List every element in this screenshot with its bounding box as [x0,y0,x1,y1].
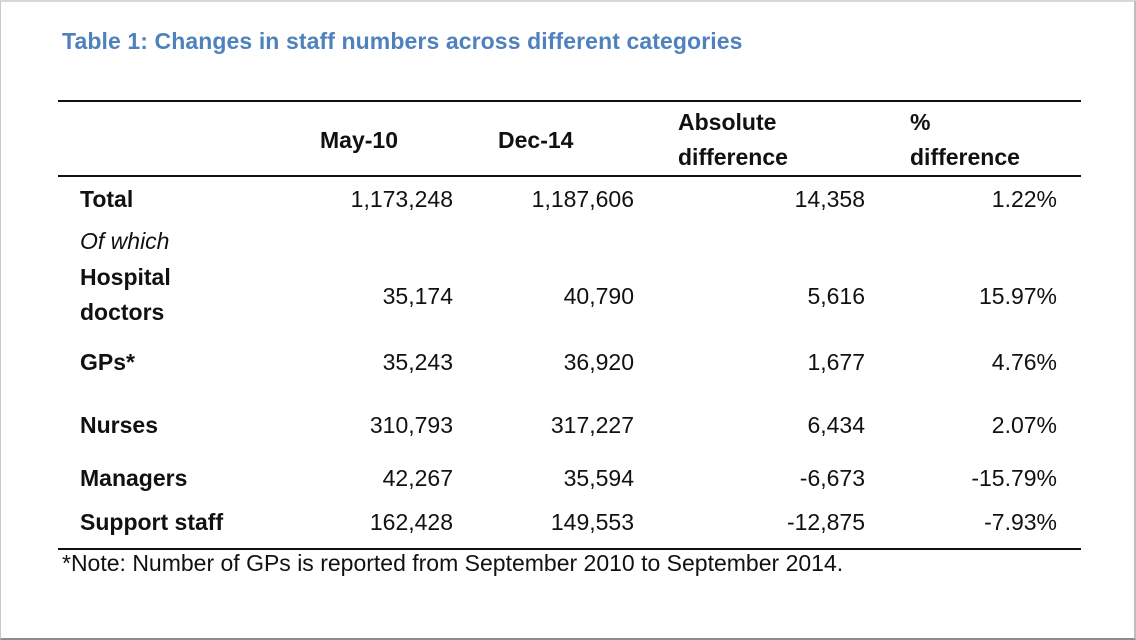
cell-support-dec14: 149,553 [550,509,634,535]
row-label-hospital-line1: Hospital [80,264,171,290]
table-footnote: *Note: Number of GPs is reported from September 2010 to September 2014. [62,550,844,576]
row-label-gps: GPs* [80,349,135,375]
cell-gps-may10: 35,243 [382,349,453,375]
cell-support-may10: 162,428 [369,509,453,535]
header-dec14: Dec-14 [498,127,574,153]
cell-nurses-may10: 310,793 [369,412,453,438]
cell-total-abs: 14,358 [794,186,865,212]
row-label-hospital-line2: doctors [80,299,165,325]
cell-total-pct: 1.22% [991,186,1057,212]
row-label-nurses: Nurses [80,412,158,438]
cell-support-abs: -12,875 [786,509,865,535]
cell-gps-abs: 1,677 [807,349,865,375]
staff-table [58,100,1081,550]
header-percent-line1: % [910,109,931,135]
cell-nurses-dec14: 317,227 [550,412,634,438]
header-absolute-line1: Absolute [678,109,777,135]
header-percent-line2: difference [910,144,1020,170]
cell-total-dec14: 1,187,606 [531,186,634,212]
cell-total-may10: 1,173,248 [350,186,453,212]
cell-managers-pct: -15.79% [971,465,1057,491]
cell-gps-pct: 4.76% [991,349,1057,375]
cell-support-pct: -7.93% [984,509,1057,535]
cell-gps-dec14: 36,920 [563,349,634,375]
cell-hospital-may10: 35,174 [382,283,453,309]
cell-nurses-abs: 6,434 [807,412,865,438]
of-which-label: Of which [80,228,170,254]
row-label-managers: Managers [80,465,188,491]
cell-nurses-pct: 2.07% [991,412,1057,438]
cell-hospital-dec14: 40,790 [563,283,634,309]
cell-hospital-abs: 5,616 [807,283,865,309]
row-label-total: Total [80,186,134,212]
header-rule [58,175,1081,177]
table-title: Table 1: Changes in staff numbers across different categories [62,28,743,54]
header-may10: May-10 [320,127,398,153]
cell-managers-may10: 42,267 [382,465,453,491]
cell-managers-dec14: 35,594 [563,465,634,491]
row-label-support: Support staff [80,509,224,535]
cell-managers-abs: -6,673 [799,465,865,491]
cell-hospital-pct: 15.97% [978,283,1057,309]
header-absolute-line2: difference [678,144,788,170]
